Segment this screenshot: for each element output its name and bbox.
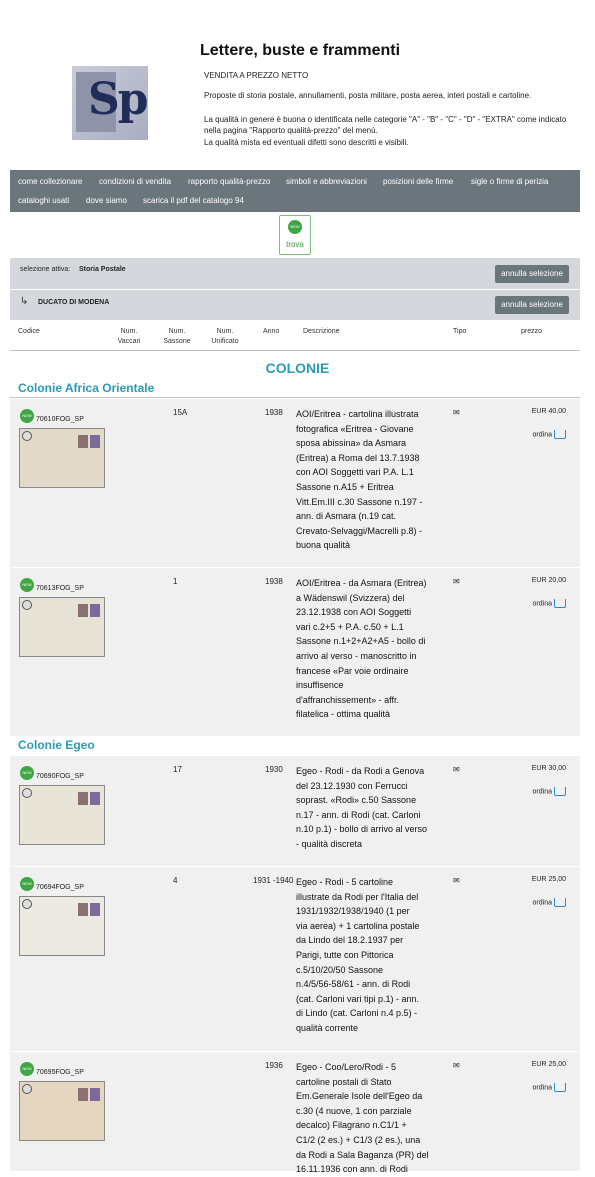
envelope-icon: ✉ — [453, 577, 460, 586]
nav-come-collezionare[interactable]: come collezionare — [18, 177, 83, 186]
description-line: con AOI Soggetti vari P.A. L.1 — [296, 467, 414, 478]
item-sassone: 1 — [173, 577, 178, 586]
quality-text-2: nella pagina "Rapporto qualità-prezzo" del menù. — [204, 126, 378, 135]
description-line: francese «Par voie ordinaire — [296, 665, 409, 676]
cart-icon — [554, 898, 566, 907]
main-nav — [10, 170, 580, 212]
stamp-icon — [78, 792, 88, 805]
col-unificato — [208, 327, 242, 347]
description-line: C1/2 (2 es.) + C1/3 (2 es.), una — [296, 1134, 421, 1145]
description-line: filatelica - ottima qualità — [296, 709, 391, 720]
item-price: EUR 20,00 — [531, 577, 566, 584]
envelope-icon: ✉ — [453, 1061, 460, 1070]
description-line: c.30 (4 nuove, 1 con parziale — [296, 1105, 412, 1116]
order-button[interactable] — [533, 898, 566, 907]
order-label: ordina — [532, 600, 552, 608]
nav-rapporto-qualita-prezzo[interactable]: rapporto qualità-prezzo — [188, 177, 271, 186]
description-line: a Wädenswil (Svizzera) del — [296, 592, 405, 603]
col-sassone-2: Sassone — [163, 338, 191, 345]
stamp-icon — [78, 604, 88, 617]
item-code: 70610FOG_SP — [36, 416, 84, 423]
col-sassone — [162, 327, 192, 347]
description-line: insuffisence — [296, 680, 344, 691]
item-description — [296, 1060, 436, 1177]
col-anno: Anno — [263, 328, 280, 335]
description-line: Parigi, tutte con Pittorica — [296, 949, 394, 960]
description-line: n.17 - ann. di Rodi (cat. Carloni — [296, 809, 421, 820]
subcategory-africa-orientale: Colonie Africa Orientale — [18, 381, 155, 395]
filter-label: DUCATO DI MODENA — [38, 299, 110, 306]
stamp-icon — [90, 604, 100, 617]
zoom-icon[interactable] — [22, 600, 32, 610]
item-year: 1936 — [265, 1061, 283, 1070]
description-line: decalco) Filagrano n.C1/1 + — [296, 1120, 407, 1131]
item-thumbnail[interactable] — [19, 428, 105, 488]
description-line: Sassone n.1+2+A2+A5 - bollo di — [296, 636, 426, 647]
zoom-icon[interactable] — [22, 899, 32, 909]
stamp-icon — [90, 792, 100, 805]
description-line: Egeo - Coo/Lero/Rodi - 5 — [296, 1062, 397, 1072]
new-badge: NEW — [20, 578, 34, 592]
cart-icon — [554, 787, 566, 796]
col-descrizione: Descrizione — [303, 328, 340, 335]
description-line: del 23.12.1930 con Ferrucci — [296, 780, 408, 791]
order-label: ordina — [532, 1084, 552, 1092]
intro-text: Proposte di storia postale, annullamenti, posta militare, posta aerea, interi postali e cartoline. — [204, 91, 532, 100]
description-line: Vitt.Em.III c.30 Sassone n.197 - — [296, 496, 423, 507]
item-thumbnail[interactable] — [19, 785, 105, 845]
description-line: 1931/1932/1938/1940 (1 per — [296, 906, 410, 917]
search-button[interactable] — [279, 215, 311, 255]
description-line: n.10 p.1) - bollo di arrivo al verso — [296, 824, 428, 835]
active-selection-bar — [10, 258, 580, 289]
zoom-icon[interactable] — [22, 1084, 32, 1094]
description-line: soprast. «Rodi» c.50 Sassone — [296, 795, 417, 806]
description-line: c.5/10/20/50 Sassone — [296, 964, 384, 975]
item-price: EUR 25,00 — [531, 1061, 566, 1068]
description-line: Sassone n.A15 + Eritrea — [296, 481, 394, 492]
col-vaccari-1: Num. — [120, 328, 138, 335]
description-line: d'affranchissement» - affr. — [296, 694, 399, 705]
zoom-icon[interactable] — [22, 431, 32, 441]
stamp-icon — [90, 435, 100, 448]
description-line: Egeo - Rodi - da Rodi a Genova — [296, 766, 425, 776]
item-sassone: 17 — [173, 765, 182, 774]
nav-cataloghi-usati[interactable]: cataloghi usati — [18, 196, 70, 205]
page-title: Lettere, buste e frammenti — [200, 42, 401, 59]
stamp-icon — [90, 903, 100, 916]
description-line: - qualità discreta — [296, 838, 363, 849]
item-code: 70690FOG_SP — [36, 773, 84, 780]
col-unificato-1: Num. — [216, 328, 234, 335]
description-line: (cat. Carloni vari tipi p.1) - ann. — [296, 993, 420, 1004]
description-line: cartoline postali di Stato — [296, 1076, 392, 1087]
item-row — [10, 756, 580, 866]
nav-posizioni-firme[interactable]: posizioni delle firme — [383, 177, 454, 186]
clear-filter-button[interactable]: annulla selezione — [495, 296, 569, 314]
new-badge: NEW — [20, 1062, 34, 1076]
item-price: EUR 30,00 — [531, 765, 566, 772]
new-badge: NEW — [288, 220, 302, 234]
nav-simboli-abbreviazioni[interactable]: simboli e abbreviazioni — [286, 177, 367, 186]
description-line: 23.12.1938 con AOI Soggetti — [296, 607, 412, 618]
item-row — [10, 1052, 580, 1175]
new-badge: NEW — [20, 409, 34, 423]
description-line: (Eritrea) a Roma del 13.7.1938 — [296, 452, 420, 463]
new-badge: NEW — [20, 877, 34, 891]
description-line: arrivo al verso - manoscritto in — [296, 650, 417, 661]
description-line: AOI/Eritrea - da Asmara (Eritrea) — [296, 578, 427, 588]
item-code: 70695FOG_SP — [36, 1069, 84, 1076]
item-price: EUR 25,00 — [531, 876, 566, 883]
item-row — [10, 399, 580, 567]
cart-icon — [554, 599, 566, 608]
stamp-icon — [78, 903, 88, 916]
clear-selection-button[interactable]: annulla selezione — [495, 265, 569, 283]
selection-prefix: selezione attiva: — [20, 266, 71, 273]
col-prezzo: prezzo — [521, 328, 543, 335]
order-label: ordina — [532, 788, 552, 796]
nav-condizioni-vendita[interactable]: condizioni di vendita — [99, 177, 172, 186]
logo-text: Sp — [88, 74, 147, 125]
col-sassone-1: Num. — [168, 328, 186, 335]
order-button[interactable] — [533, 599, 566, 608]
stamp-icon — [90, 1088, 100, 1101]
item-code: 70694FOG_SP — [36, 884, 84, 891]
description-line: Em.Generale Isole dell'Egeo da — [296, 1091, 423, 1102]
sale-type: VENDITA A PREZZO NETTO — [204, 71, 309, 80]
item-description — [296, 576, 436, 722]
item-row — [10, 568, 580, 736]
site-logo[interactable] — [72, 66, 148, 140]
description-line: 16.11.1936 con ann. di Rodi — [296, 1164, 408, 1175]
item-year: 1931 -1940 — [253, 876, 294, 885]
envelope-icon: ✉ — [453, 765, 460, 774]
description-line: fotografica «Eritrea - Giovane — [296, 423, 414, 434]
new-badge: NEW — [20, 766, 34, 780]
description-line: Egeo - Rodi - 5 cartoline — [296, 877, 394, 887]
item-year: 1938 — [265, 577, 283, 586]
item-thumbnail[interactable] — [19, 597, 105, 657]
description-line: buona qualità — [296, 540, 351, 551]
item-thumbnail[interactable] — [19, 896, 105, 956]
item-code: 70613FOG_SP — [36, 585, 84, 592]
order-button[interactable] — [533, 430, 566, 439]
envelope-icon: ✉ — [453, 408, 460, 417]
stamp-icon — [78, 1088, 88, 1101]
order-button[interactable] — [533, 787, 566, 796]
cart-icon — [554, 1083, 566, 1092]
nav-dove-siamo[interactable]: dove siamo — [86, 196, 127, 205]
item-row — [10, 867, 580, 1051]
order-label: ordina — [532, 899, 552, 907]
nav-sigle-firme-perizia[interactable]: sigle o firme di perizia — [471, 177, 549, 186]
item-year: 1930 — [265, 765, 283, 774]
col-tipo: Tipo — [453, 328, 467, 335]
description-line: da Rodi a Sala Baganza (PR) del — [296, 1149, 429, 1160]
zoom-icon[interactable] — [22, 788, 32, 798]
description-line: Crevato-Selvaggi/Macrelli p.8) - — [296, 525, 423, 536]
item-year: 1938 — [265, 408, 283, 417]
filter-bar — [10, 290, 580, 320]
category-title: COLONIE — [265, 360, 330, 376]
selection-value: Storia Postale — [79, 266, 126, 273]
description-line: sposa abissina» da Asmara — [296, 438, 407, 449]
col-codice: Codice — [18, 328, 40, 335]
description-line: n.4/5/56-58/61 - ann. di Rodi — [296, 979, 411, 990]
description-line: via aerea) + 1 cartolina postale — [296, 920, 420, 931]
cart-icon — [554, 430, 566, 439]
nav-scarica-pdf[interactable]: scarica il pdf del catalogo 94 — [143, 196, 244, 205]
quality-text-1: La qualità in genere è buona o identificata nelle categorie "A" - "B" - "C" - "D" - "EXTRA" come indicato — [204, 115, 567, 124]
col-vaccari-2: Vaccari — [117, 338, 141, 345]
description-line: AOI/Eritrea - cartolina illustrata — [296, 409, 419, 419]
item-thumbnail[interactable] — [19, 1081, 105, 1141]
item-description — [296, 407, 436, 553]
item-description — [296, 764, 436, 852]
search-label: trova — [286, 240, 304, 249]
subcategory-divider — [10, 397, 580, 398]
order-label: ordina — [532, 431, 552, 439]
description-line: illustrate da Rodi per l'Italia del — [296, 891, 419, 902]
order-button[interactable] — [533, 1083, 566, 1092]
item-sassone: 15A — [173, 408, 188, 417]
stamp-icon — [78, 435, 88, 448]
envelope-icon: ✉ — [453, 876, 460, 885]
subcategory-egeo: Colonie Egeo — [18, 738, 95, 752]
item-sassone: 4 — [173, 876, 178, 885]
description-line: qualità corrente — [296, 1022, 359, 1033]
description-line: di Lindo (cat. Carloni n.4 p.5) - — [296, 1008, 418, 1019]
quality-text-3: La qualità mista ed eventuali difetti sono descritti e visibili. — [204, 138, 409, 147]
description-line: vari c.2+5 + P.A. c.50 + L.1 — [296, 621, 404, 632]
return-arrow-icon: ↳ — [20, 296, 29, 307]
col-unificato-2: Unificato — [211, 338, 239, 345]
header-divider — [10, 350, 580, 351]
col-vaccari — [116, 327, 142, 347]
item-price: EUR 40,00 — [531, 408, 566, 415]
description-line: ann. di Asmara (n.19 cat. — [296, 511, 397, 522]
description-line: da Lindo del 18.2.1937 per — [296, 935, 404, 946]
item-description — [296, 875, 436, 1036]
